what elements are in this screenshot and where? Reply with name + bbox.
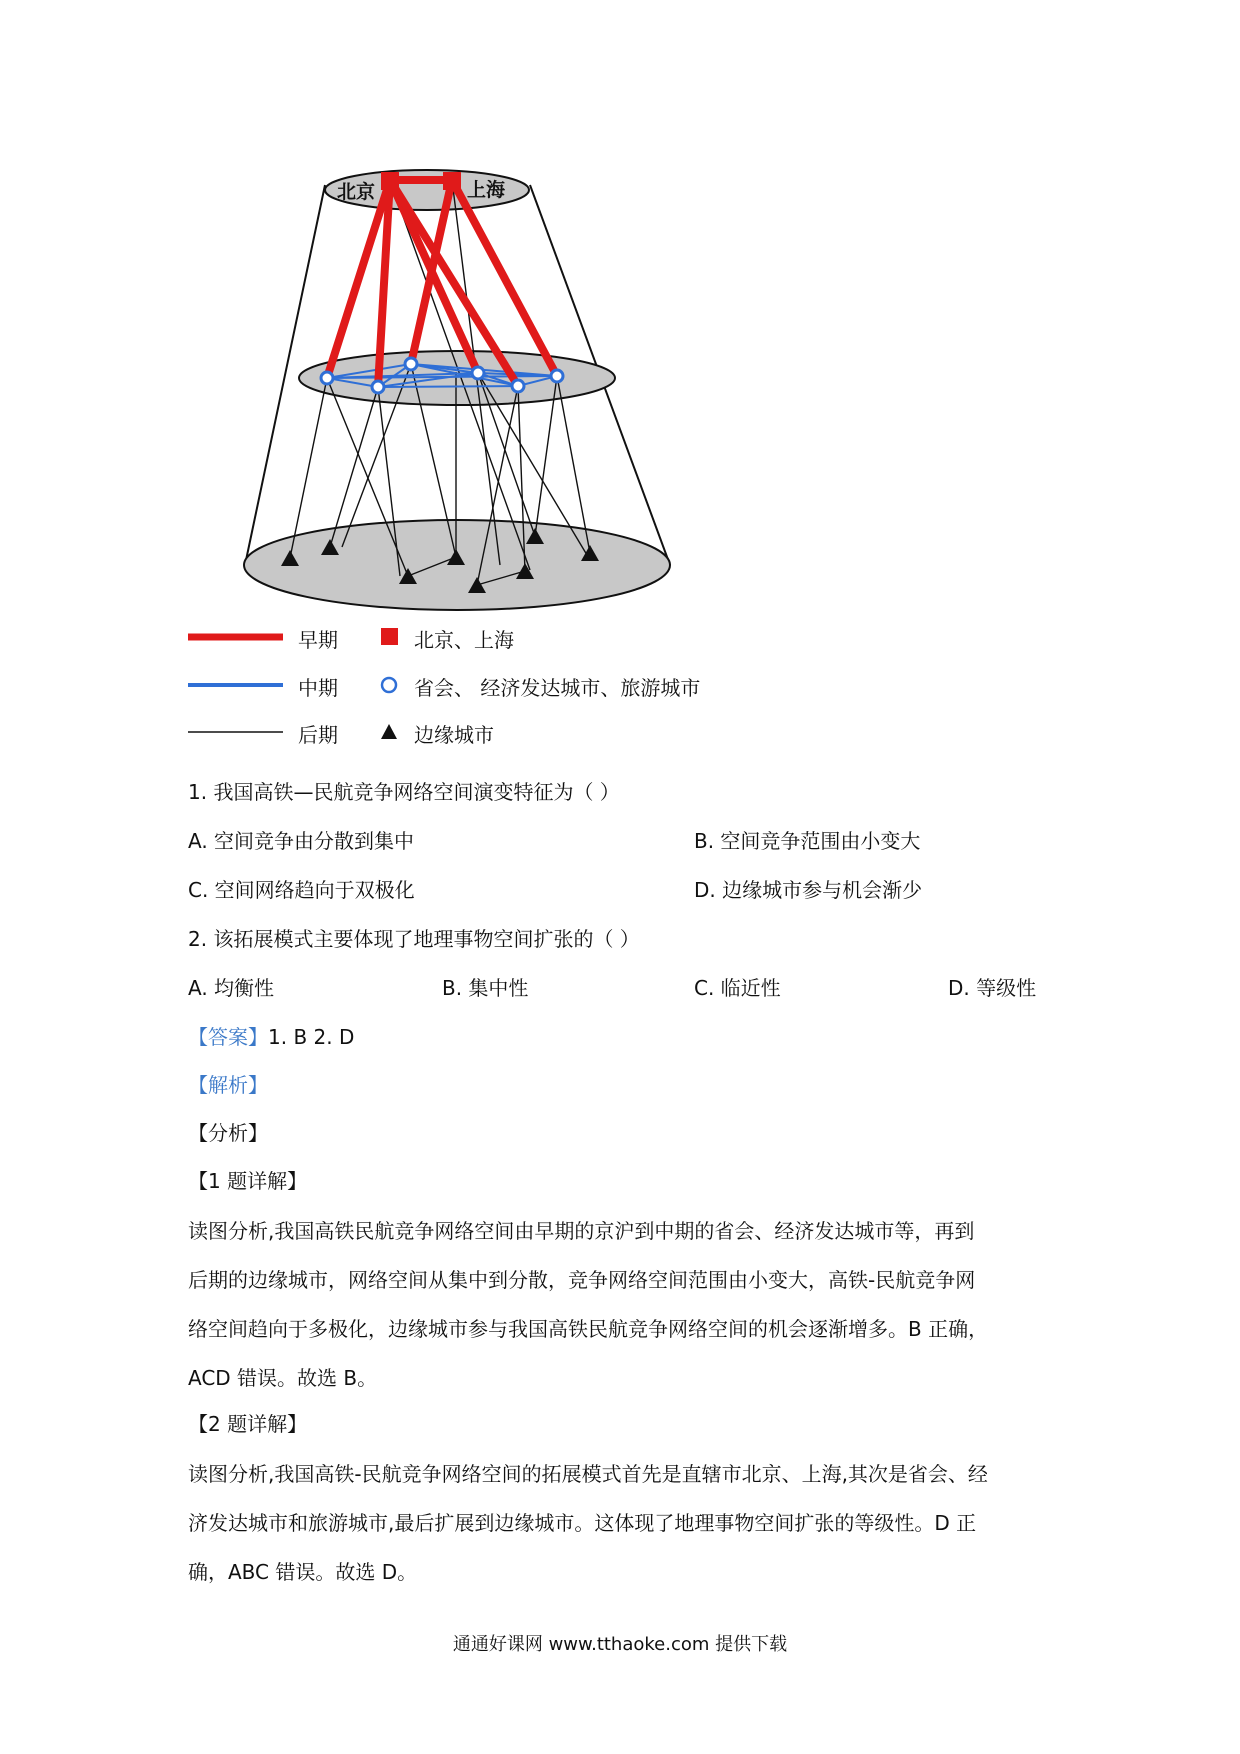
mid-city-node <box>512 380 524 392</box>
mid-city-node <box>405 358 417 370</box>
answer-line <box>188 1023 354 1051</box>
legend-symbol-early: 北京、上海 <box>414 628 514 652</box>
fenxi-label: 【分析】 <box>188 1121 268 1145</box>
footer-source: 通通好课网 www.tthaoke.com 提供下载 <box>452 1634 788 1655</box>
legend-row-late <box>188 717 748 747</box>
legend-symbol-mid: 省会、 经济发达城市、旅游城市 <box>414 676 701 700</box>
detail-1-line: 后期的边缘城市，网络空间从集中到分散，竞争网络空间范围由小变大，高铁-民航竞争网 <box>188 1268 976 1292</box>
legend-row-mid <box>188 670 748 700</box>
answer-label: 【答案】 <box>188 1025 268 1049</box>
blue-circle-icon <box>374 670 404 700</box>
question-2-stem: 2. 该拓展模式主要体现了地理事物空间扩张的（ ） <box>188 927 640 951</box>
question-2-option-d: D. 等级性 <box>948 976 1037 1000</box>
question-2-option-b: B. 集中性 <box>442 976 529 1000</box>
detail-2-line: 济发达城市和旅游城市,最后扩展到边缘城市。这体现了地理事物空间扩张的等级性。D 正 <box>188 1511 977 1535</box>
detail-1-text <box>188 1207 1054 1403</box>
question-2-option-a: A. 均衡性 <box>188 976 275 1000</box>
detail-2-label: 【2 题详解】 <box>188 1412 308 1436</box>
legend-period-late: 后期 <box>298 723 338 747</box>
mid-city-node <box>372 381 384 393</box>
legend-period-early: 早期 <box>298 628 338 652</box>
detail-1-line: 络空间趋向于多极化，边缘城市参与我国高铁民航竞争网络空间的机会逐渐增多。B 正确， <box>188 1317 989 1341</box>
mid-city-node <box>472 367 484 379</box>
beijing-label: 北京 <box>337 181 376 203</box>
question-1-option-c: C. 空间网络趋向于双极化 <box>188 878 415 902</box>
legend-row-early <box>188 622 748 652</box>
mid-city-node <box>321 372 333 384</box>
question-1-option-d: D. 边缘城市参与机会渐少 <box>694 878 923 902</box>
question-2-option-c: C. 临近性 <box>694 976 781 1000</box>
detail-2-text <box>188 1450 1054 1597</box>
red-thick-line-icon <box>188 622 288 652</box>
beijing-node <box>381 172 399 190</box>
network-diagram <box>230 160 710 620</box>
detail-1-line: ACD 错误。故选 B。 <box>188 1366 378 1390</box>
question-1-option-a: A. 空间竞争由分散到集中 <box>188 829 415 853</box>
blue-line-icon <box>188 670 288 700</box>
shanghai-label: 上海 <box>467 179 506 201</box>
question-1-option-b: B. 空间竞争范围由小变大 <box>694 829 921 853</box>
black-thin-line-icon <box>188 717 288 747</box>
answer-text: 1. B 2. D <box>268 1025 355 1049</box>
analysis-label: 【解析】 <box>188 1073 268 1097</box>
red-square-icon <box>374 622 404 652</box>
mid-city-node <box>551 370 563 382</box>
black-triangle-icon <box>374 717 404 747</box>
shanghai-node <box>443 172 461 190</box>
detail-2-line: 读图分析,我国高铁-民航竞争网络空间的拓展模式首先是直辖市北京、上海,其次是省会、经 <box>188 1462 988 1486</box>
legend-period-mid: 中期 <box>298 676 338 700</box>
detail-2-line: 确，ABC 错误。故选 D。 <box>188 1560 418 1584</box>
detail-1-line: 读图分析,我国高铁民航竞争网络空间由早期的京沪到中期的省会、经济发达城市等，再到 <box>188 1219 975 1243</box>
legend-symbol-late: 边缘城市 <box>414 723 494 747</box>
question-1-stem: 1. 我国高铁—民航竞争网络空间演变特征为（ ） <box>188 780 620 804</box>
detail-1-label: 【1 题详解】 <box>188 1169 308 1193</box>
